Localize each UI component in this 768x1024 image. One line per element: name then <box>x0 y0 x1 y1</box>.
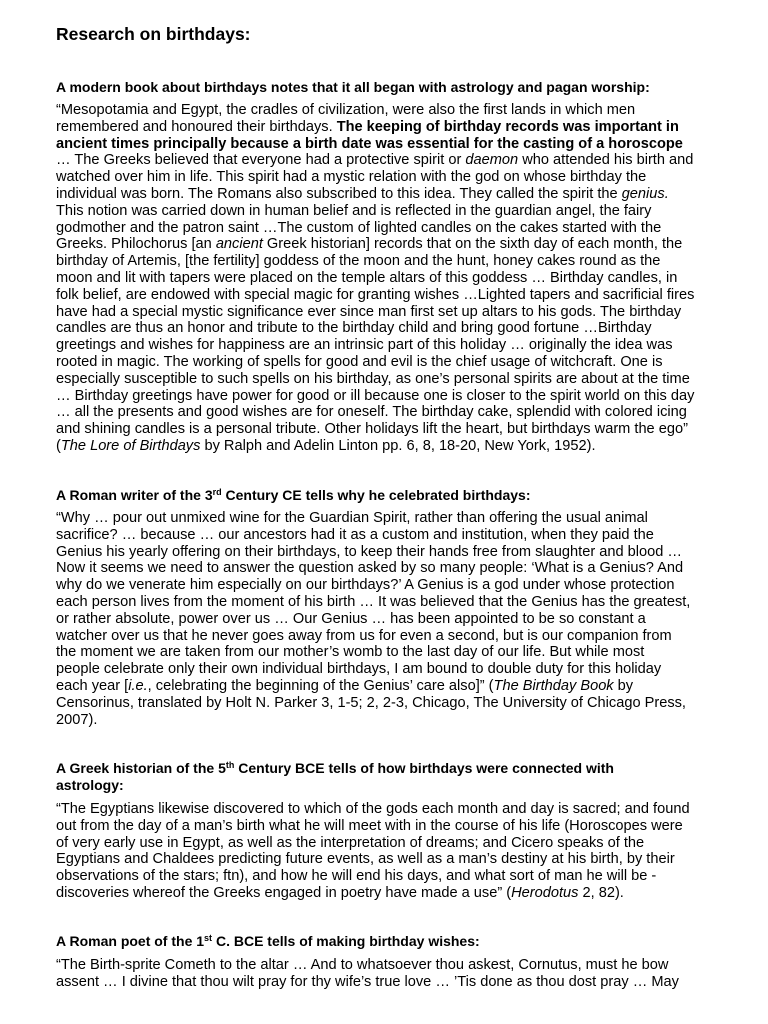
text-line: Genius his yearly offering on their birthdays, to keep their hands free from slaughter and blood … <box>56 543 682 560</box>
section-heading-greek-historian <box>56 760 614 794</box>
text-line: “The Egyptians likewise discovered to which of the gods each month and day is sacred; and found <box>56 801 690 817</box>
text-line: and shining candles is a personal tribute. Other holidays lift the heart, but birthdays warm the ego” <box>56 421 688 438</box>
text-line: assent … I divine that thou wilt pray for thy wife’s true love … ’Tis done as thou dost pray … May <box>56 973 679 990</box>
text-line: birthday of Artemis, [the fertility] goddess of the moon and the hunt, honey cakes round as the <box>56 253 661 270</box>
text-line: especially susceptible to such spells on his birthday, as one’s personal spirits are about at the time <box>56 370 690 387</box>
text-line: This notion was carried down in human belief and is reflected in the guardian angel, the fairy <box>56 202 652 219</box>
text-line: out from the day of a man’s birth what he will meet with in the course of his life (Horoscopes were <box>56 817 683 834</box>
text-line: why do we venerate him especially on our birthdays?’ A Genius is a god under whose protection <box>56 577 675 594</box>
section-heading-roman-writer: A Roman writer of the 3rd Century CE tells why he celebrated birthdays: <box>56 487 531 503</box>
text-line: … Birthday greetings have power for good or ill because one is closer to the spirit world on this day <box>56 387 695 404</box>
text-line: sacrifice? … because … our ancestors had it as a custom and institution, when they paid the <box>56 526 654 543</box>
text-line: 2007). <box>56 711 98 728</box>
text-line: discoveries whereof the Greeks engaged in poetry have made a use” (Herodotus 2, 82). <box>56 884 624 901</box>
quote-censorinus <box>56 510 768 728</box>
quote-lore-of-birthdays <box>56 102 768 455</box>
text-line: the moment we are taken from our mother’s womb to the last day of our life. But while most <box>56 644 645 661</box>
text-line: Greeks. Philochorus [an ancient Greek historian] records that on the sixth day of each month, the <box>56 236 683 253</box>
text-line: individual was born. The Romans also subscribed to this idea. They called the spirit the genius. <box>56 185 669 202</box>
text-line: “The Birth-sprite Cometh to the altar … And to whatsoever thou askest, Cornutus, must he bow <box>56 957 669 973</box>
text-line: people celebrate only their own individual birthdays, I am bound to double duty for this holiday <box>56 661 662 678</box>
page-title: Research on birthdays: <box>56 24 251 44</box>
quote-roman-poet <box>56 957 768 991</box>
text-line: “Why … pour out unmixed wine for the Guardian Spirit, rather than offering the usual animal <box>56 510 648 526</box>
text-line: … The Greeks believed that everyone had a protective spirit or daemon who attended his birth and <box>56 152 694 169</box>
text-line: have had a special mystic significance ever since man first set up altars to his gods. The birthday <box>56 303 682 320</box>
text-line: of very early use in Egypt, as well as the interpretation of dreams; and Cicero speaks of the <box>56 834 645 851</box>
text-line: Now it seems we need to answer the question asked by so many people: ‘What is a Genius? And <box>56 560 684 577</box>
text-line: godmother and the patron saint …The custom of lighted candles on the cakes started with the <box>56 219 662 236</box>
text-line: Censorinus, translated by Holt N. Parker 3, 1-5; 2, 2-3, Chicago, The University of Chicago Press, <box>56 694 686 711</box>
text-line: watcher over us that he never goes away from us for even a second, but is our companion from <box>56 627 672 644</box>
text-line: moon and lit with tapers were placed on the temple altars of this goddess … Birthday candles, in <box>56 269 678 286</box>
text-line: each year [i.e., celebrating the beginning of the Genius’ care also]” (The Birthday Book by <box>56 677 634 694</box>
text-line: each person lives from the moment of his birth … It was believed that the Genius has the greatest, <box>56 593 691 610</box>
text-line: (The Lore of Birthdays by Ralph and Adelin Linton pp. 6, 8, 18-20, New York, 1952). <box>56 437 596 454</box>
text-line: folk belief, are endowed with special magic for granting wishes …Lighted tapers and sacrificial fires <box>56 286 695 303</box>
text-line: A Greek historian of the 5th Century BCE tells of how birthdays were connected with <box>56 760 614 776</box>
text-line: astrology: <box>56 776 124 793</box>
text-line: … all the presents and good wishes are for oneself. The birthday cake, splendid with colored icing <box>56 404 687 421</box>
text-line: rooted in magic. The working of spells for good and evil is the chief usage of witchcraft. One is <box>56 353 663 370</box>
text-line: “Mesopotamia and Egypt, the cradles of civilization, were also the first lands in which men <box>56 102 636 118</box>
text-line: or rather absolute, power over us … Our Genius … has been appointed to be so constant a <box>56 610 646 627</box>
text-line: greetings and wishes for happiness are an intrinsic part of this holiday … originally the idea was <box>56 337 673 354</box>
section-heading-modern-book: A modern book about birthdays notes that it all began with astrology and pagan worship: <box>56 79 650 95</box>
section-heading-roman-poet: A Roman poet of the 1st C. BCE tells of making birthday wishes: <box>56 933 480 949</box>
text-line: remembered and honoured their birthdays. The keeping of birthday records was important in <box>56 118 679 135</box>
text-line: Egyptians and Chaldees predicting future events, as well as a man’s destiny at his birth, by their <box>56 851 675 868</box>
text-line: watched over him in life. This spirit had a mystic relation with the god on whose birthday the <box>56 169 647 186</box>
text-line: ancient times principally because a birth date was essential for the casting of a horoscope <box>56 135 683 152</box>
text-line: observations of the stars; ftn), and how he will end his days, and what sort of man he will be - <box>56 868 657 885</box>
quote-herodotus <box>56 801 768 902</box>
text-line: candles are thus an honor and tribute to the birthday child and bring good fortune …Birthday <box>56 320 652 337</box>
